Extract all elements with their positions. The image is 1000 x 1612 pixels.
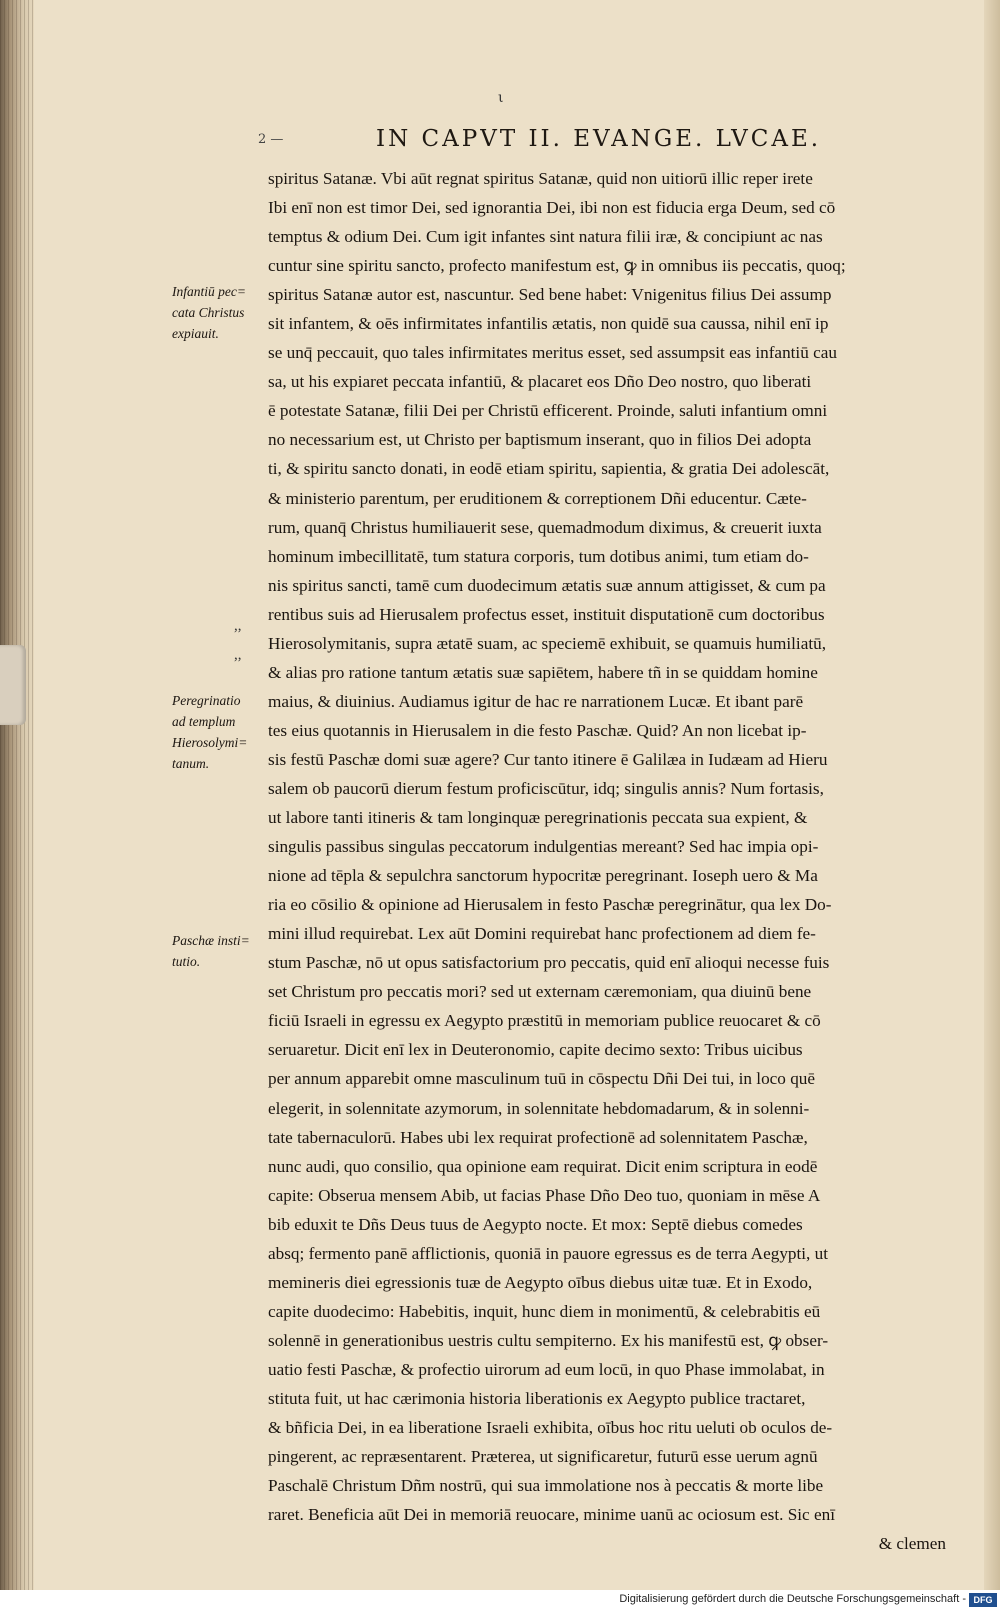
text-line: sis festū Paschæ domi suæ agere? Cur tanto itinere ē Galilæa in Iudæam ad Hieru <box>268 749 828 769</box>
text-line: ut labore tanti itineris & tam longinquæ peregrinationis peccata sua expient, & <box>268 808 808 828</box>
text-line: ti, & spiritu sancto donati, in eodē etiam spiritu, sapientia, & gratia Dei adolescāt, <box>268 459 830 479</box>
marginal-note-line: cata Christus <box>172 305 245 320</box>
text-line: se unq̄ peccauit, quo tales infirmitates meritus esset, sed assumpsit eas infantiū cau <box>268 343 837 363</box>
text-line: set Christum pro peccatis mori? sed ut externam cæremoniam, qua diuinū bene <box>268 982 812 1002</box>
text-line: spiritus Satanæ. Vbi aūt regnat spiritus Satanæ, quid non uitiorū illic reper irete <box>268 169 813 188</box>
text-line: tate tabernaculorū. Habes ubi lex requirat profectionē ad solennitatem Paschæ, <box>268 1127 808 1147</box>
text-line: Hierosolymitanis, supra ætatē suam, ac speciemē exhibuit, se quamuis humiliatū, <box>268 633 826 653</box>
text-line: sa, ut his expiaret peccata infantiū, & placaret eos Dño Deo nostro, quo liberati <box>268 372 812 392</box>
marginal-note-line: Paschæ insti= <box>172 933 250 948</box>
marginal-note-line: Infantiū pec= <box>172 284 246 299</box>
text-line: nunc audi, quo consilio, qua opinione eam requirat. Dicit enim scriptura in eodē <box>268 1156 818 1176</box>
text-line: singulis passibus singulas peccatorum indulgentias mereant? Sed hac impia opi- <box>268 837 819 857</box>
text-line: no necessarium est, ut Christo per baptismum inserant, quo in filios Dei adopta <box>268 430 812 450</box>
catchword: & clemen <box>878 1534 946 1554</box>
marginal-note-paschae <box>172 930 264 972</box>
text-line: ē potestate Satanæ, filii Dei per Christū efficerent. Proinde, saluti infantium omni <box>268 401 828 421</box>
text-line: ficiū Israeli in egressu ex Aegypto præstitū in memoriam publice reuocaret & cō <box>268 1011 821 1031</box>
text-line: nione ad tēpla & sepulchra sanctorum hypocritæ peregrinant. Ioseph uero & Ma <box>268 866 818 886</box>
text-line: solennē in generationibus uestris cultu sempiterno. Ex his manifestū est, ꝙ obser- <box>268 1330 829 1350</box>
funding-credit: Digitalisierung gefördert durch die Deutsche Forschungsgemeinschaft - <box>619 1593 966 1605</box>
marginal-note-line: expiauit. <box>172 326 219 341</box>
page-mark: ι <box>498 90 504 106</box>
text-line: per annum apparebit omne masculinum tuū in cōspectu Dñi Dei tui, in loco quē <box>268 1069 816 1089</box>
text-line: & ministerio parentum, per eruditionem & correptionem Dñi educentur. Cæte- <box>268 488 807 508</box>
book-clasp <box>0 645 26 725</box>
text-line: absq; fermento panē afflictionis, quoniā in pauore egressus es de terra Aegypti, ut <box>268 1243 829 1263</box>
text-line: raret. Beneficia aūt Dei in memoriā reuocare, minime uanū ac ociosum est. Sic enī <box>268 1505 835 1525</box>
text-line: ria eo cōsilio & opinione ad Hierusalem in festo Paschæ peregrinātur, qua lex Do- <box>268 895 832 915</box>
text-line: capite: Obserua mensem Abib, ut facias Phase Dño Deo tuo, quoniam in mēse A <box>268 1185 821 1205</box>
text-line: seruaretur. Dicit enī lex in Deuteronomio, capite decimo sexto: Tribus uicibus <box>268 1040 803 1060</box>
dfg-logo: DFG <box>969 1593 997 1607</box>
text-line: stituta fuit, ut hac cærimonia historia liberationis ex Aegypto publice tractaret, <box>268 1388 806 1408</box>
running-head <box>258 124 948 156</box>
quotation-mark: ,, <box>234 618 242 634</box>
text-line: pingerent, ac repræsentarent. Præterea, ut significaretur, futurū esse uerum agnū <box>268 1447 818 1467</box>
text-line: bib eduxit te Dñs Deus tuus de Aegypto nocte. Et mox: Septē diebus comedes <box>268 1214 803 1234</box>
page-right-edge <box>984 0 1000 1590</box>
body-text <box>268 164 948 1558</box>
text-line: nis spiritus sancti, tamē cum duodecimum ætatis suæ annum attigisset, & cum pa <box>268 575 826 595</box>
book-spine-edge <box>0 0 34 1590</box>
text-line: hominum imbecillitatē, tum statura corporis, tum dotibus animi, tum etiam do- <box>268 546 809 566</box>
text-line: mini illud requirebat. Lex aūt Domini requirebat hanc profectionem ad diem fe- <box>268 924 816 944</box>
text-line: temptus & odium Dei. Cum igit infantes sint natura filii iræ, & concipiunt ac nas <box>268 227 823 247</box>
marginal-note-infantium <box>172 281 264 344</box>
marginal-note-peregrinatio <box>172 690 264 774</box>
text-line: capite duodecimo: Habebitis, inquit, hunc diem in monimentū, & celebrabitis eū <box>268 1301 821 1321</box>
quotation-mark: ,, <box>234 647 242 663</box>
text-line: & alias pro ratione tantum ætatis suæ sapiētem, habere tñ in se quiddam homine <box>268 662 818 682</box>
footer-bar <box>0 1590 1000 1612</box>
text-line: maius, & diuinius. Audiamus igitur de hac re narrationem Lucæ. Et ibant parē <box>268 691 804 711</box>
marginal-note-line: tutio. <box>172 954 201 969</box>
marginal-note-line: Hierosolymi= <box>172 735 248 750</box>
text-line: sit infantem, & oēs infirmitates infantilis ætatis, non quidē sua caussa, nihil enī ip <box>268 314 829 334</box>
folio-mark: 2 — <box>258 132 284 147</box>
text-line: rentibus suis ad Hierusalem profectus esset, instituit disputationē cum doctoribus <box>268 604 825 624</box>
marginal-note-line: tanum. <box>172 756 210 771</box>
text-line: memineris diei egressionis tuæ de Aegypto oībus diebus uitæ tuæ. Et in Exodo, <box>268 1272 813 1292</box>
text-line: elegerit, in solennitate azymorum, in solennitate hebdomadarum, & in solenni- <box>268 1098 810 1118</box>
marginal-note-line: Peregrinatio <box>172 693 241 708</box>
running-head-title: IN CAPVT II. EVANGE. LVCAE. <box>376 126 822 152</box>
text-line: Paschalē Christum Dñm nostrū, qui sua immolatione nos à peccatis & morte libe <box>268 1476 824 1496</box>
text-line: & bñficia Dei, in ea liberatione Israeli exhibita, oībus hoc ritu ueluti ob oculos de- <box>268 1418 833 1438</box>
text-line: cuntur sine spiritu sancto, profecto manifestum est, ꝙ in omnibus iis peccatis, quoq; <box>268 256 846 276</box>
text-line: tes eius quotannis in Hierusalem in die festo Paschæ. Quid? An non licebat ip- <box>268 720 807 740</box>
text-line: uatio festi Paschæ, & profectio uirorum ad eum locū, in quo Phase immolabat, in <box>268 1359 825 1379</box>
text-line: stum Paschæ, nō ut opus satisfactorium pro peccatis, quid enī alioqui necesse fuis <box>268 953 830 973</box>
text-line: spiritus Satanæ autor est, nascuntur. Sed bene habet: Vnigenitus filius Dei assump <box>268 285 832 305</box>
text-line: rum, quanq̄ Christus humiliauerit sese, quemadmodum diximus, & creuerit iuxta <box>268 517 822 537</box>
text-line: Ibi enī non est timor Dei, sed ignorantia Dei, ibi non est fiducia erga Deum, sed cō <box>268 198 836 218</box>
text-line: salem ob paucorū dierum festum proficiscūtur, idq; singulis annis? Num fortasis, <box>268 778 824 798</box>
marginal-note-line: ad templum <box>172 714 236 729</box>
